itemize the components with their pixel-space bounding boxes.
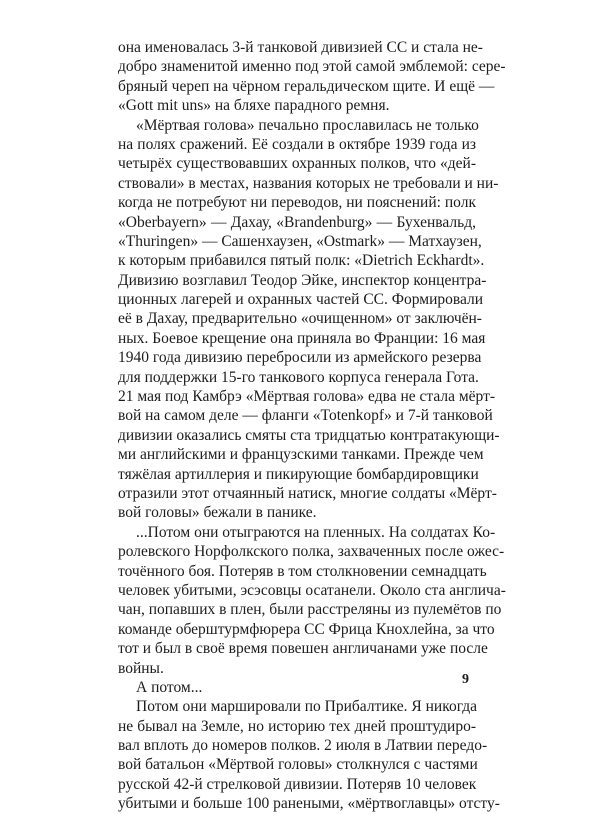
text-line: Потом они маршировали по Прибалтике. Я никогда — [136, 698, 478, 716]
text-line: бряный череп на чёрном геральдическом щите. И ещё — — [118, 77, 495, 95]
text-line: русской 42-й стрелковой дивизии. Потеряв 10 человек — [118, 775, 477, 793]
text-line: вал вплоть до номеров полков. 2 июля в Латвии передо- — [118, 737, 488, 755]
text-line: ствовали» в местах, названия которых не требовали и ни- — [118, 174, 499, 192]
text-line: для поддержки 15-го танкового корпуса генерала Гота. — [118, 368, 479, 386]
text-line: команде оберштурмфюрера СС Фрица Кнохлейна, за что — [118, 620, 495, 638]
text-line: её в Дахау, предварительно «очищенном» от заключён- — [118, 310, 482, 328]
text-line: вой батальон «Мёртвой головы» столкнулся с частями — [118, 756, 478, 774]
text-line: ных. Боевое крещение она приняла во Франции: 16 мая — [118, 329, 486, 347]
text-line: 21 мая под Камбрэ «Мёртвая голова» едва не стала мёрт- — [118, 388, 496, 406]
text-line: к которым прибавился пятый полк: «Dietrich Eckhardt». — [118, 252, 485, 270]
text-line: ...Потом они отыграются на пленных. На солдатах Ко- — [136, 523, 496, 541]
text-line: вой головы» бежали в панике. — [118, 504, 317, 522]
text-line: на полях сражений. Её создали в октябре 1939 года из — [118, 135, 476, 153]
text-line: «Gott mit uns» на бляхе парадного ремня. — [118, 97, 390, 115]
text-line: «Мёртвая голова» печально прославилась не только — [136, 116, 479, 134]
text-line: точённого боя. Потеряв в том столкновении семнадцать — [118, 562, 487, 580]
text-line: ролевского Норфолкского полка, захваченных после ожес- — [118, 543, 505, 561]
body-text — [118, 38, 506, 814]
text-line: добро знаменитой именно под этой самой эмблемой: сере- — [118, 58, 506, 76]
text-line: тяжёлая артиллерия и пикирующие бомбардировщики — [118, 465, 479, 483]
text-line: четырёх существовавших охранных полков, что «дей- — [118, 155, 476, 173]
text-line: дивизии оказались смяты ста тридцатью контратакующи- — [118, 426, 500, 444]
page-number: 9 — [462, 672, 469, 687]
text-line: ми английскими и французскими танками. Прежде чем — [118, 446, 484, 464]
text-line: Дивизию возглавил Теодор Эйке, инспектор концентра- — [118, 271, 487, 289]
text-line: А потом... — [136, 678, 203, 696]
text-line: тот и был в своё время повешен англичанами уже после — [118, 640, 488, 658]
text-line: не бывал на Земле, но историю тех дней проштудиро- — [118, 717, 476, 735]
text-line: ционных лагерей и охранных частей СС. Формировали — [118, 291, 484, 309]
text-line: «Oberbayern» — Дахау, «Brandenburg» — Бухенвальд, — [118, 213, 476, 231]
text-line: войны. — [118, 659, 164, 677]
text-line: вой на самом деле — фланги «Totenkopf» и 7-й танковой — [118, 407, 493, 425]
text-line: «Thuringen» — Сашенхаузен, «Ostmark» — Матхаузен, — [118, 232, 482, 250]
text-line: человек убитыми, эсэсовцы осатанели. Около ста англича- — [118, 581, 506, 599]
text-line: отразили этот отчаянный натиск, многие солдаты «Мёрт- — [118, 484, 497, 502]
text-line: чан, попавших в плен, были расстреляны из пулемётов по — [118, 601, 502, 619]
text-line: она именовалась 3-й танковой дивизией СС и стала не- — [118, 39, 483, 56]
text-line: 1940 года дивизию перебросили из армейского резерва — [118, 349, 482, 367]
text-line: убитыми и больше 100 ранеными, «мёртвоглавцы» отсту- — [118, 795, 500, 813]
text-line: когда не потребуют ни переводов, ни пояснений: полк — [118, 194, 476, 212]
